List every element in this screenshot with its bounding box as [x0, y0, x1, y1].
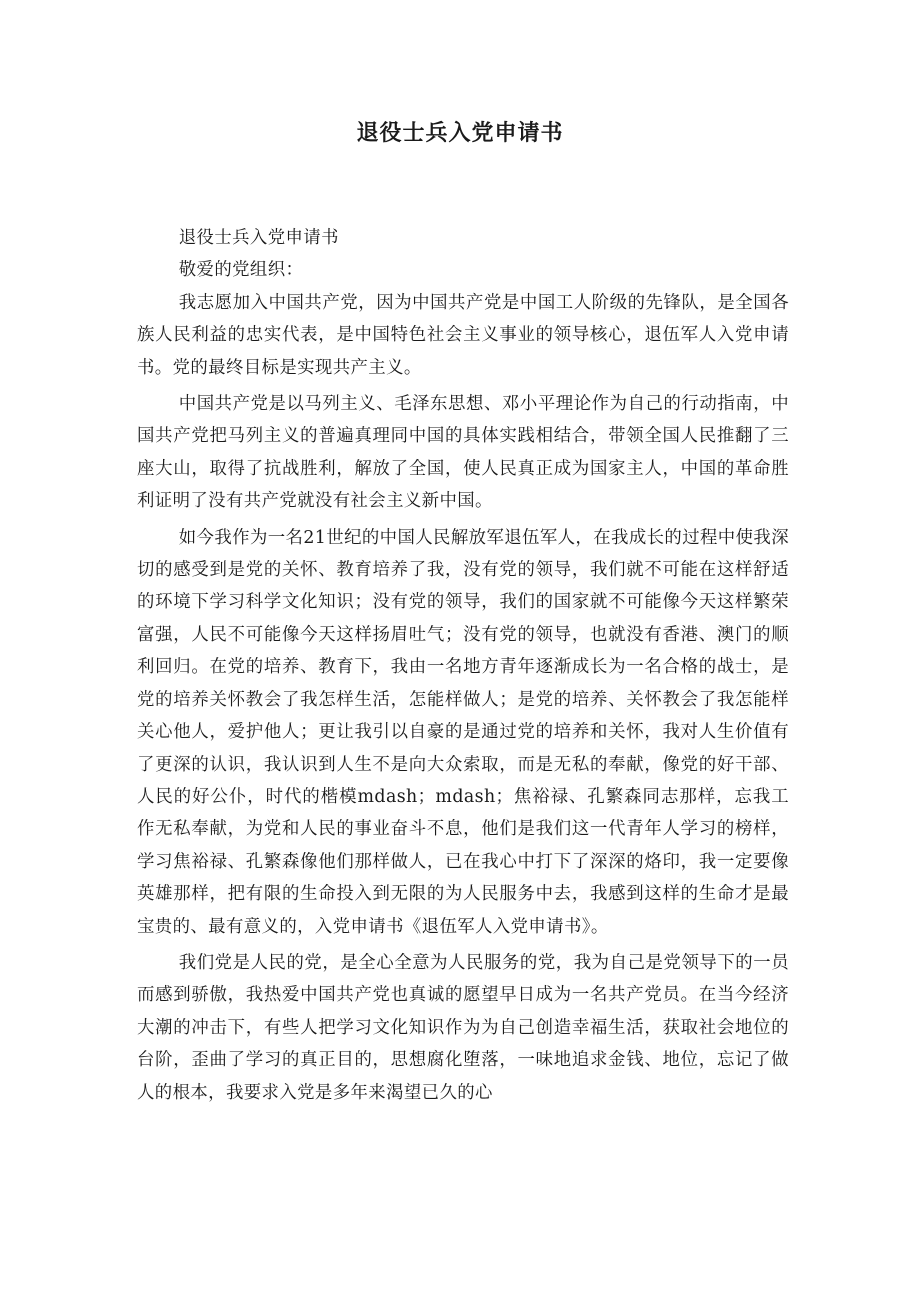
document-body [137, 222, 789, 1109]
paragraph-3: 如今我作为一名21世纪的中国人民解放军退伍军人，在我成长的过程中使我深切的感受到是党的关怀、教育培养了我，没有党的领导，我们就不可能在这样舒适的环境下学习科学文化知识；没有党的领导，我们的国家就不可能像今天这样繁荣富强，人民不可能像今天这样扬眉吐气；没有党的领导，也就没有香港、澳门的顺利回归。在党的培养、教育下，我由一名地方青年逐渐成长为一名合格的战士，是党的培养关怀教会了我怎样生活，怎能样做人；是党的培养、关怀教会了我怎能样关心他人，爱护他人；更让我引以自豪的是通过党的培养和关怀，我对人生价值有了更深的认识，我认识到人生不是向大众索取，而是无私的奉献，像党的好干部、人民的好公仆，时代的楷模mdash；mdash；焦裕禄、孔繁森同志那样，忘我工作无私奉献，为党和人民的事业奋斗不息，他们是我们这一代青年人学习的榜样，学习焦裕禄、孔繁森像他们那样做人，已在我心中打下了深深的烙印，我一定要像英雄那样，把有限的生命投入到无限的为人民服务中去，我感到这样的生命才是最宝贵的、最有意义的，入党申请书《退伍军人入党申请书》。 [137, 527, 789, 937]
salutation: 敬爱的党组织： [178, 260, 304, 281]
paragraph-4: 我们党是人民的党，是全心全意为人民服务的党，我为自己是党领导下的一员而感到骄傲，我热爱中国共产党也真诚的愿望早日成为一名共产党员。在当今经济大潮的冲击下，有些人把学习文化知识作为为自己创造幸福生活，获取社会地位的台阶，歪曲了学习的真正目的，思想腐化堕落，一味地追求金钱、地位，忘记了做人的根本，我要求入党是多年来渴望已久的心 [137, 952, 789, 1103]
document-title: 退役士兵入党申请书 [356, 121, 564, 146]
body-subtitle: 退役士兵入党申请书 [178, 228, 339, 248]
paragraph-2: 中国共产党是以马列主义、毛泽东思想、邓小平理论作为自己的行动指南，中国共产党把马列主义的普遍真理同中国的具体实践相结合，带领全国人民推翻了三座大山，取得了抗战胜利，解放了全国，使人民真正成为国家主人，中国的革命胜利证明了没有共产党就没有社会主义新中国。 [137, 394, 789, 512]
paragraph-1: 我志愿加入中国共产党，因为中国共产党是中国工人阶级的先锋队，是全国各族人民利益的忠实代表，是中国特色社会主义事业的领导核心，退伍军人入党申请书。党的最终目标是实现共产主义。 [137, 292, 789, 378]
